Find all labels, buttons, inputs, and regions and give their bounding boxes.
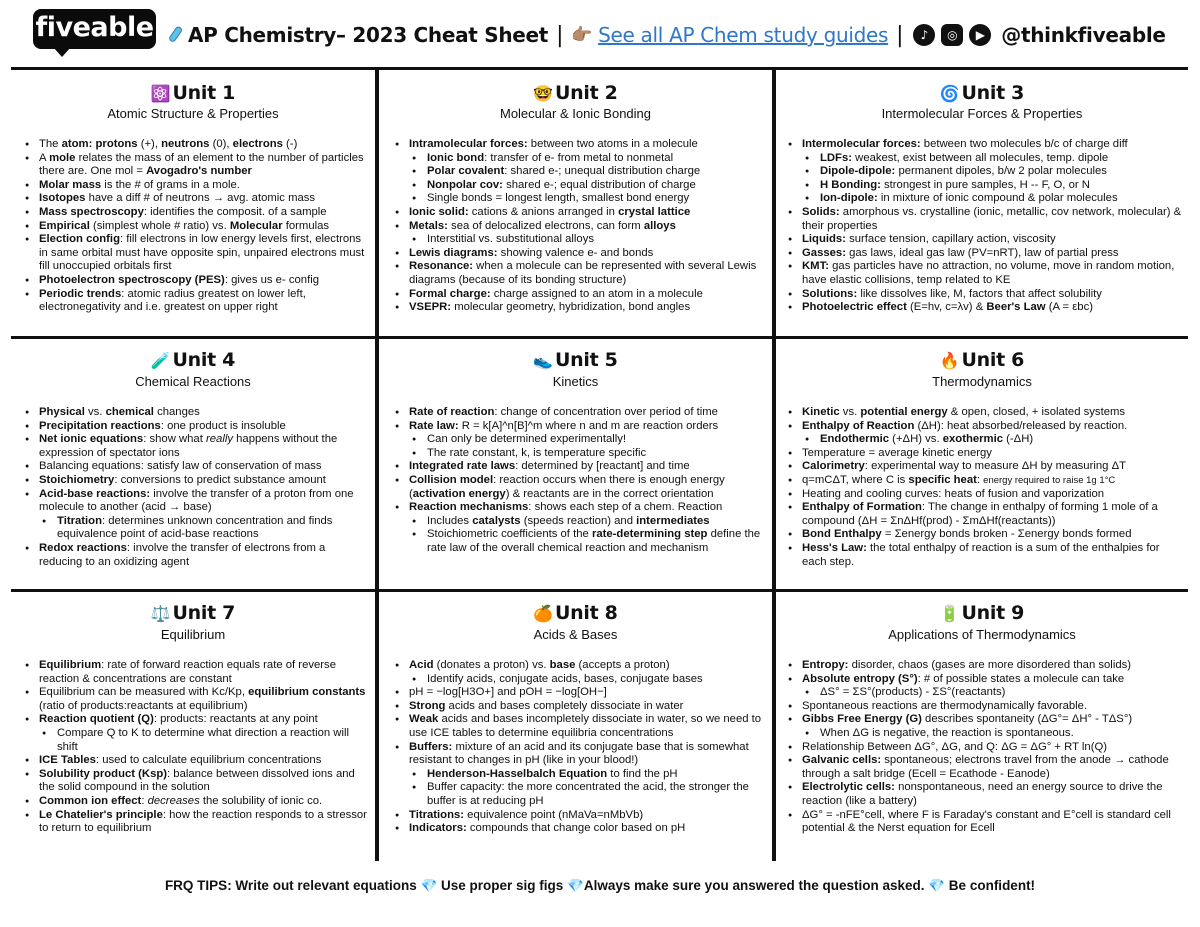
battery-icon: 🔋 (939, 604, 960, 623)
running-shoe-icon: 👟 (533, 351, 554, 370)
bullet-item: ● Enthalpy of Reaction (ΔH): heat absorbed/released by reaction. (788, 420, 1186, 434)
unit-bullets (788, 659, 1186, 836)
sub-bullet-item: ● Stoichiometric coefficients of the rate-determining step define the rate law of the overall chemical reaction and mechanism (395, 528, 770, 555)
bullet-item: ● Kinetic vs. potential energy & open, closed, + isolated systems (788, 406, 1186, 420)
unit-subtitle: Chemical Reactions (135, 374, 251, 389)
sub-bullet-item: ● Interstitial vs. substitutional alloys (395, 233, 770, 247)
bullet-item: ● Calorimetry: experimental way to measure ΔH by measuring ΔT (788, 460, 1186, 474)
bullet-item: ● Buffers: mixture of an acid and its conjugate base that is somewhat resistant to changes in pH (like in your blood!) (395, 741, 770, 768)
bullet-item: ● Metals: sea of delocalized electrons, can form alloys (395, 220, 770, 234)
bullet-item: ● Equilibrium: rate of forward reaction equals rate of reverse reaction & concentrations are constant (25, 659, 370, 686)
unit-subtitle: Intermolecular Forces & Properties (881, 106, 1083, 121)
unit-subtitle: Thermodynamics (932, 374, 1032, 389)
unit-bullets (788, 406, 1186, 569)
bullet-item: ● Solubility product (Ksp): balance between dissolved ions and the solid compound in the solution (25, 768, 370, 795)
bullet-item: ● Weak acids and bases incompletely dissociate in water, so we need to use ICE tables to determine equilibria concentrations (395, 713, 770, 740)
unit-bullets (395, 138, 770, 315)
unit-bullets (25, 406, 370, 569)
study-guides-link[interactable]: See all AP Chem study guides (598, 23, 889, 47)
bullet-item: ● Isotopes have a diff # of neutrons → avg. atomic mass (25, 192, 370, 206)
unit-bullets (25, 659, 370, 836)
unit-5-cell (379, 339, 772, 589)
cyclone-icon: 🌀 (939, 84, 960, 103)
bullet-item: ● Enthalpy of Formation: The change in enthalpy of forming 1 mole of a compound (ΔH = ΣnΔHf(prod) - ΣmΔHf(reactants)) (788, 501, 1186, 528)
bullet-item: ● Net ionic equations: show what really happens without the expression of spectator ions (25, 433, 370, 460)
sub-bullet-item: ● H Bonding: strongest in pure samples, H -- F, O, or N (788, 179, 1186, 193)
bullet-item: ● Solids: amorphous vs. crystalline (ionic, metallic, cov network, molecular) & their properties (788, 206, 1186, 233)
unit-title: 🌀 Unit 3 (939, 82, 1025, 104)
divider: | (556, 22, 564, 48)
unit-subtitle: Equilibrium (160, 627, 226, 642)
unit-7-cell (11, 592, 375, 861)
page-title: AP Chemistry– 2023 Cheat Sheet (188, 23, 549, 47)
unit-subtitle: Atomic Structure & Properties (107, 106, 279, 121)
frq-tips: FRQ TIPS: Write out relevant equations 💎 Use proper sig figs 💎Always make sure you answered the question asked. 💎 Be confident! (164, 878, 1036, 893)
bullet-item: ● Photoelectric effect (E=hv, c=λv) & Beer's Law (A = εbc) (788, 301, 1186, 315)
unit-bullets (788, 138, 1186, 315)
sub-bullet-item: ● Dipole-dipole: permanent dipoles, b/w 2 polar molecules (788, 165, 1186, 179)
unit-8-cell (379, 592, 772, 861)
header-line (166, 20, 1166, 50)
bullet-item: ● Formal charge: charge assigned to an atom in a molecule (395, 288, 770, 302)
orange-icon: 🍊 (533, 604, 554, 623)
youtube-icon[interactable]: ▶ (969, 24, 991, 46)
unit-title: 🤓 Unit 2 (533, 82, 618, 104)
sub-bullet-item: ● LDFs: weakest, exist between all molecules, temp. dipole (788, 152, 1186, 166)
bullet-item: ● Strong acids and bases completely dissociate in water (395, 700, 770, 714)
unit-title: 🔋 Unit 9 (939, 602, 1025, 624)
sub-bullet-item: ● Nonpolar cov: shared e-; equal distribution of charge (395, 179, 770, 193)
bullet-item: ● VSEPR: molecular geometry, hybridization, bond angles (395, 301, 770, 315)
sub-bullet-item: ● Titration: determines unknown concentration and finds equivalence point of acid-base reactions (25, 515, 370, 542)
bullet-item: ● Indicators: compounds that change color based on pH (395, 822, 770, 836)
bullet-item: ● Intramolecular forces: between two atoms in a molecule (395, 138, 770, 152)
bullet-item: ● Acid-base reactions: involve the transfer of a proton from one molecule to another (acid → base) (25, 488, 370, 515)
bullet-item: ● Bond Enthalpy = Σenergy bonds broken - Σenergy bonds formed (788, 528, 1186, 542)
bullet-item: ● Acid (donates a proton) vs. base (accepts a proton) (395, 659, 770, 673)
bullet-item: ● Gibbs Free Energy (G) describes spontaneity (ΔG°= ΔH° - TΔS°) (788, 713, 1186, 727)
bullet-item: ● Relationship Between ΔG°, ΔG, and Q: ΔG = ΔG° + RT ln(Q) (788, 741, 1186, 755)
bullet-item: ● Le Chatelier's principle: how the reaction responds to a stressor to return to equilibrium (25, 809, 370, 836)
scales-icon: ⚖️ (150, 604, 171, 623)
pointing-hand-icon: 👉🏽 (571, 25, 593, 45)
unit-bullets (395, 406, 770, 556)
instagram-icon[interactable]: ◎ (941, 24, 963, 46)
bullet-item: ● Reaction mechanisms: shows each step of a chem. Reaction (395, 501, 770, 515)
bullet-item: ● ICE Tables: used to calculate equilibrium concentrations (25, 754, 370, 768)
bullet-item: ● Collision model: reaction occurs when there is enough energy (activation energy) & reactants are in the correct orientation (395, 474, 770, 501)
sub-bullet-item: ● Ion-dipole: in mixture of ionic compound & polar molecules (788, 192, 1186, 206)
bullet-item: ● Entropy: disorder, chaos (gases are more disordered than solids) (788, 659, 1186, 673)
bullet-item: ● Rate of reaction: change of concentration over period of time (395, 406, 770, 420)
bullet-item: ● Gasses: gas laws, ideal gas law (PV=nRT), law of partial press (788, 247, 1186, 261)
social-handle: @thinkfiveable (1001, 23, 1166, 47)
unit-6-cell (776, 339, 1188, 589)
bullet-item: ● Heating and cooling curves: heats of fusion and vaporization (788, 488, 1186, 502)
bullet-item: ● Mass spectroscopy: identifies the composit. of a sample (25, 206, 370, 220)
unit-1-cell (11, 67, 375, 336)
sub-bullet-item: ● Ionic bond: transfer of e- from metal to nonmetal (395, 152, 770, 166)
bullet-item: ● Resonance: when a molecule can be represented with several Lewis diagrams (because of its bonding structure) (395, 260, 770, 287)
unit-4-cell (11, 339, 375, 589)
bullet-item: ● Physical vs. chemical changes (25, 406, 370, 420)
tiktok-icon[interactable]: ♪ (913, 24, 935, 46)
bullet-item: ● Election config: fill electrons in low energy levels first, electrons in same orbital must have opposite spin, unpaired electrons must fill unoccupied orbitals first (25, 233, 370, 274)
bullet-item: ● KMT: gas particles have no attraction, no volume, move in random motion, have elastic collisions, temp related to KE (788, 260, 1186, 287)
unit-subtitle: Molecular & Ionic Bonding (499, 106, 652, 121)
bullet-item: ● Absolute entropy (S°): # of possible states a molecule can take (788, 673, 1186, 687)
bullet-item: ● Electrolytic cells: nonspontaneous, need an energy source to drive the reaction (like a battery) (788, 781, 1186, 808)
bullet-item: ● Integrated rate laws: determined by [reactant] and time (395, 460, 770, 474)
unit-bullets (395, 659, 770, 836)
bullet-item: ● Lewis diagrams: showing valence e- and bonds (395, 247, 770, 261)
atom-icon: ⚛️ (150, 84, 171, 103)
logo-text: fiveable (35, 12, 154, 43)
bullet-item: ● A mole relates the mass of an element to the number of particles there are. One mol = Avogadro's number (25, 152, 370, 179)
header (0, 0, 1200, 62)
sub-bullet-item: ● Includes catalysts (speeds reaction) and intermediates (395, 515, 770, 529)
bullet-item: ● Temperature = average kinetic energy (788, 447, 1186, 461)
bullet-item: ● q=mCΔT, where C is specific heat: energy required to raise 1g 1°C (788, 474, 1186, 488)
bullet-item: ● Intermolecular forces: between two molecules b/c of charge diff (788, 138, 1186, 152)
unit-3-cell (776, 67, 1188, 336)
sub-bullet-item: ● Henderson-Hasselbalch Equation to find the pH (395, 768, 770, 782)
test-tube-icon (166, 25, 184, 45)
sub-bullet-item: ● Polar covalent: shared e-; unequal distribution charge (395, 165, 770, 179)
divider: | (896, 22, 904, 48)
sub-bullet-item: ● Endothermic (+ΔH) vs. exothermic (-ΔH) (788, 433, 1186, 447)
unit-title: 🧪 Unit 4 (150, 349, 236, 371)
bullet-item: ● Redox reactions: involve the transfer of electrons from a reducing to an oxidizing agent (25, 542, 370, 569)
bullet-item: ● Balancing equations: satisfy law of conservation of mass (25, 460, 370, 474)
bullet-item: ● Photoelectron spectroscopy (PES): gives us e- config (25, 274, 370, 288)
unit-title: 🔥 Unit 6 (939, 349, 1025, 371)
unit-title: 🍊 Unit 8 (533, 602, 618, 624)
bullet-item: ● Periodic trends: atomic radius greatest on lower left, electronegativity and i.e. greatest on upper right (25, 288, 370, 315)
unit-subtitle: Kinetics (552, 374, 599, 389)
unit-subtitle: Applications of Thermodynamics (888, 627, 1076, 642)
unit-title: 👟 Unit 5 (533, 349, 618, 371)
sub-bullet-item: ● Compare Q to K to determine what direction a reaction will shift (25, 727, 370, 754)
unit-title: ⚛️ Unit 1 (150, 82, 236, 104)
bullet-item: ● Spontaneous reactions are thermodynamically favorable. (788, 700, 1186, 714)
bullet-item: ● Solutions: like dissolves like, M, factors that affect solubility (788, 288, 1186, 302)
units-grid (11, 67, 1188, 861)
bullet-item: ● Reaction quotient (Q): products: reactants at any point (25, 713, 370, 727)
test-tube-icon: 🧪 (150, 351, 171, 370)
bullet-item: ● Titrations: equivalence point (nMaVa=nMbVb) (395, 809, 770, 823)
bullet-item: ● The atom: protons (+), neutrons (0), electrons (-) (25, 138, 370, 152)
bullet-item: ● Common ion effect: decreases the solubility of ionic co. (25, 795, 370, 809)
fiveable-logo[interactable] (33, 9, 156, 49)
bullet-item: ● Empirical (simplest whole # ratio) vs. Molecular formulas (25, 220, 370, 234)
sub-bullet-item: ● Buffer capacity: the more concentrated the acid, the stronger the buffer is at reducing pH (395, 781, 770, 808)
sub-bullet-item: ● When ΔG is negative, the reaction is spontaneous. (788, 727, 1186, 741)
bullet-item: ● ΔG° = -nFE°cell, where F is Faraday's constant and E°cell is standard cell potential & the Nerst equation for Ecell (788, 809, 1186, 836)
bullet-item: ● Equilibrium can be measured with Kc/Kp, equilibrium constants (ratio of products:reactants at equilibrium) (25, 686, 370, 713)
bullet-item: ● Galvanic cells: spontaneous; electrons travel from the anode → cathode through a salt bridge (Ecell = Ecathode - Eanode) (788, 754, 1186, 781)
unit-9-cell (776, 592, 1188, 861)
unit-2-cell (379, 67, 772, 336)
bullet-item: ● Hess's Law: the total enthalpy of reaction is a sum of the enthalpies for each step. (788, 542, 1186, 569)
unit-subtitle: Acids & Bases (533, 627, 618, 642)
unit-title: ⚖️ Unit 7 (150, 602, 236, 624)
sub-bullet-item: ● Identify acids, conjugate acids, bases, conjugate bases (395, 673, 770, 687)
sub-bullet-item: ● Can only be determined experimentally! (395, 433, 770, 447)
fire-icon: 🔥 (939, 351, 960, 370)
bullet-item: ● Ionic solid: cations & anions arranged in crystal lattice (395, 206, 770, 220)
bullet-item: ● Precipitation reactions: one product is insoluble (25, 420, 370, 434)
sub-bullet-item: ● Single bonds = longest length, smallest bond energy (395, 192, 770, 206)
bullet-item: ● Molar mass is the # of grams in a mole. (25, 179, 370, 193)
bullet-item: ● Rate law: R = k[A]^n[B]^m where n and m are reaction orders (395, 420, 770, 434)
nerd-face-icon: 🤓 (533, 84, 554, 103)
bullet-item: ● pH = −log[H3O+] and pOH = −log[OH−] (395, 686, 770, 700)
sub-bullet-item: ● The rate constant, k, is temperature specific (395, 447, 770, 461)
social-links (913, 24, 991, 46)
bullet-item: ● Stoichiometry: conversions to predict substance amount (25, 474, 370, 488)
bullet-item: ● Liquids: surface tension, capillary action, viscosity (788, 233, 1186, 247)
sub-bullet-item: ● ΔS° = ΣS°(products) - ΣS°(reactants) (788, 686, 1186, 700)
unit-bullets (25, 138, 370, 315)
